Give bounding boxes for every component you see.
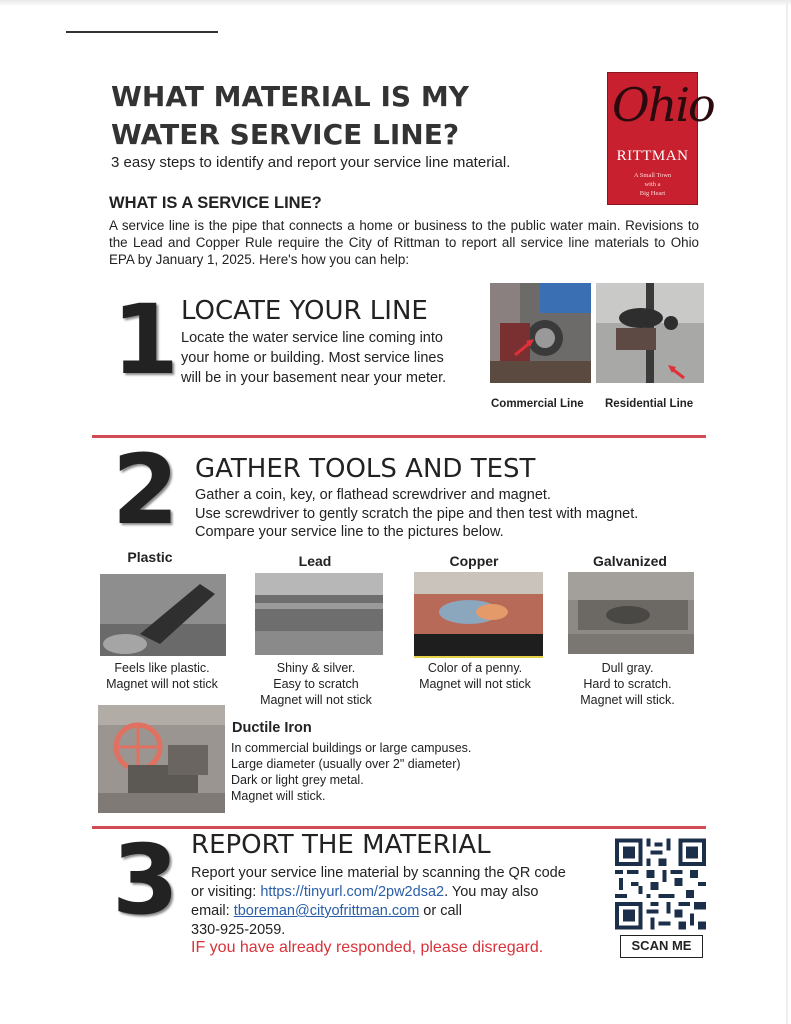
step-3-call-text: or call (419, 903, 462, 919)
step-2-number: 2 (112, 434, 179, 546)
rittman-logo (607, 72, 714, 205)
logo-script: Ohio (612, 78, 714, 132)
step-2-line-1: Gather a coin, key, or flathead screwdriver and magnet. (195, 487, 551, 503)
step-1-line-3: will be in your basement near your meter. (181, 370, 447, 386)
lead-desc-3: Magnet will not stick (260, 693, 372, 707)
step-3-email-text: email: (191, 903, 234, 919)
step-2-line-3: Compare your service line to the pictures below. (195, 524, 504, 540)
plastic-desc-2: Magnet will not stick (106, 677, 218, 691)
plastic-photo (100, 574, 226, 656)
step-3-line-1: Report your service line material by scanning the QR code (191, 865, 566, 881)
residential-line-photo (596, 283, 704, 383)
ductile-line-3: Dark or light grey metal. (231, 773, 364, 787)
ductile-iron-photo (98, 705, 225, 813)
step-2-line-2: Use screwdriver to gently scratch the pipe and then test with magnet. (195, 505, 639, 522)
logo-tagline-1: A Small Town (633, 172, 672, 179)
ductile-line-2: Large diameter (usually over 2" diameter) (231, 757, 461, 771)
galvanized-desc-3: Magnet will stick. (580, 693, 675, 707)
material-label-lead: Lead (298, 553, 332, 569)
copper-desc (405, 660, 545, 692)
page-title (111, 78, 591, 154)
commercial-line-photo (490, 283, 591, 383)
step-1-line-1: Locate the water service line coming into (181, 330, 443, 346)
ductile-line-1: In commercial buildings or large campuses. (231, 741, 472, 755)
lead-photo (255, 573, 383, 655)
report-url-link[interactable]: https://tinyurl.com/2pw2dsa2 (260, 884, 445, 900)
copper-desc-2: Magnet will not stick (419, 677, 531, 691)
step-3-visit-text: or visiting: (191, 884, 261, 900)
lead-desc (246, 660, 386, 708)
step-3-heading: REPORT THE MATERIAL (191, 830, 491, 860)
title-line-1: WHAT MATERIAL IS MY (111, 80, 469, 113)
logo-name: RITTMAN (616, 148, 689, 164)
scan-shade (0, 0, 791, 6)
plastic-desc-1: Feels like plastic. (114, 661, 210, 675)
copper-photo (414, 572, 543, 658)
logo-tagline-3: Big Heart (639, 190, 666, 197)
logo-tagline-2: with a (644, 181, 661, 188)
intro-body: A service line is the pipe that connects a home or business to the public water main. Revisions to the Lead and Copper Rule require the City of Rittman to report all service line materials to Ohio EPA by January 1, 2025. Here's how you can help: (109, 218, 699, 267)
top-rule (66, 31, 218, 33)
intro-heading: WHAT IS A SERVICE LINE? (109, 194, 322, 212)
copper-desc-1: Color of a penny. (427, 661, 523, 675)
logo-tagline (608, 171, 697, 198)
ductile-line-4: Magnet will stick. (231, 789, 326, 803)
ductile-iron-label: Ductile Iron (232, 720, 312, 736)
title-line-2: WATER SERVICE LINE? (111, 118, 460, 151)
step-1-heading: LOCATE YOUR LINE (181, 296, 428, 326)
step-1-text (181, 328, 481, 388)
phone-number: 330-925-2059. (191, 922, 286, 938)
galvanized-desc-2: Hard to scratch. (583, 677, 672, 691)
step-2-text (195, 486, 705, 542)
lead-desc-1: Shiny & silver. (276, 661, 356, 675)
divider-2 (92, 826, 706, 829)
step-1-line-2: your home or building. Most service lines (181, 350, 444, 366)
email-link[interactable]: tboreman@cityofrittman.com (233, 903, 420, 919)
step-3-line-2 (191, 883, 611, 902)
material-label-copper: Copper (449, 553, 499, 569)
step-3-text (191, 864, 611, 940)
galvanized-desc-1: Dull gray. (601, 661, 654, 675)
step-3-number: 3 (112, 824, 179, 936)
step-3-line-3 (191, 902, 611, 921)
ductile-iron-desc (231, 740, 531, 804)
material-label-galvanized: Galvanized (593, 553, 667, 569)
disclaimer: IF you have already responded, please disregard. (191, 939, 544, 956)
caption-residential: Residential Line (605, 398, 694, 410)
lead-desc-2: Easy to scratch (273, 677, 359, 691)
galvanized-desc (560, 660, 695, 708)
material-label-plastic: Plastic (127, 549, 173, 565)
caption-commercial: Commercial Line (491, 398, 584, 410)
step-1-number: 1 (112, 284, 179, 396)
page-edge (786, 0, 788, 1024)
scan-me-label[interactable]: SCAN ME (620, 935, 703, 958)
galvanized-photo (568, 572, 694, 654)
qr-code[interactable] (615, 838, 706, 930)
plastic-desc (92, 660, 232, 692)
step-2-heading: GATHER TOOLS AND TEST (195, 454, 536, 484)
divider-1 (92, 435, 706, 438)
page-subtitle: 3 easy steps to identify and report your service line material. (111, 154, 511, 171)
step-3-also-text: . You may also (444, 884, 539, 900)
